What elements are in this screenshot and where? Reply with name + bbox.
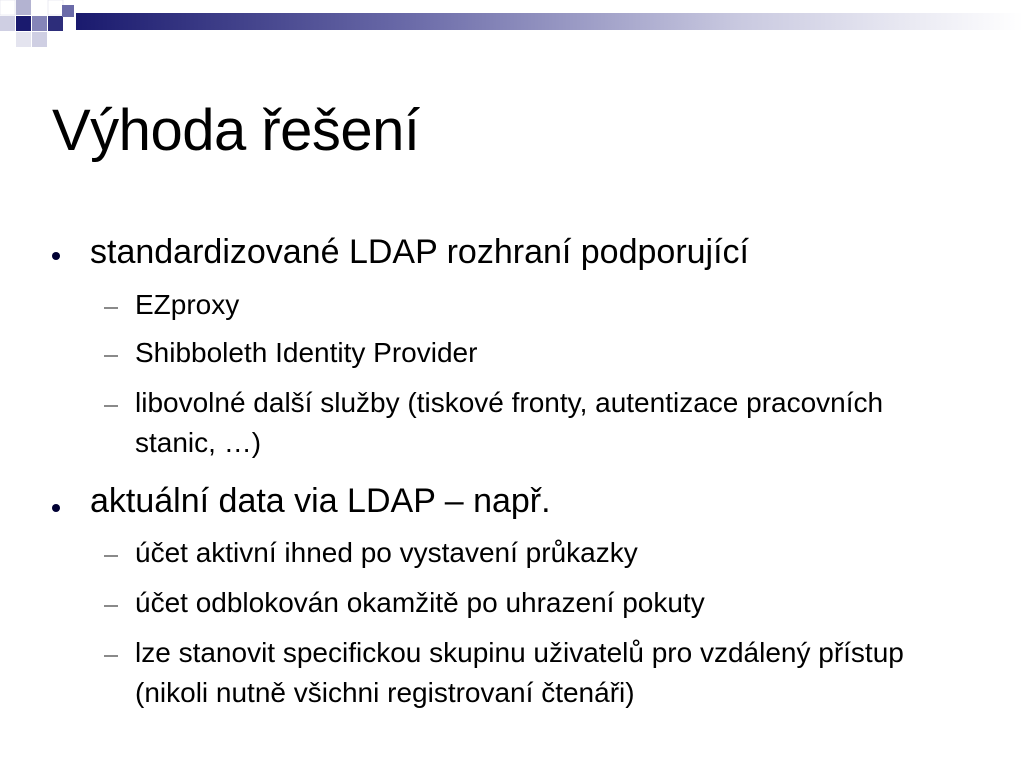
sub-bullet-dash xyxy=(104,605,118,607)
sub-bullet-item: účet odblokován okamžitě po uhrazení pokuty xyxy=(135,587,705,618)
slide-title: Výhoda řešení xyxy=(52,98,420,163)
bullet-item: standardizované LDAP rozhraní podporující xyxy=(90,233,749,271)
header-square-7 xyxy=(48,0,63,15)
sub-bullet-item: lze stanovit specifickou skupinu uživatelů pro vzdálený přístup (nikoli nutně všichni registrovaní čtenáři) xyxy=(135,637,904,708)
sub-bullet-dash xyxy=(104,655,118,657)
header-square-3 xyxy=(16,16,31,31)
header-square-6 xyxy=(32,32,47,47)
sub-bullet-item: účet aktivní ihned po vystavení průkazky xyxy=(135,537,638,568)
sub-bullet-dash xyxy=(104,307,118,309)
sub-bullet-item: EZproxy xyxy=(135,289,240,320)
header-square-9 xyxy=(48,16,63,31)
header-square-2 xyxy=(16,0,31,15)
bullet-item: aktuální data via LDAP – např. xyxy=(90,482,551,520)
sub-bullet-dash xyxy=(104,405,118,407)
header-decoration xyxy=(0,0,1023,54)
header-square-10 xyxy=(62,5,74,17)
header-square-8 xyxy=(16,32,31,47)
header-square-4 xyxy=(0,16,15,31)
header-square-1 xyxy=(0,0,15,15)
sub-bullet-item: libovolné další služby (tiskové fronty, autentizace pracovních stanic, …) xyxy=(135,387,884,458)
bullet-dot xyxy=(52,504,60,512)
sub-bullet-dash xyxy=(104,555,118,557)
header-gradient-bar xyxy=(76,13,1023,30)
bullet-dot xyxy=(52,252,60,260)
header-square-5 xyxy=(32,16,47,31)
sub-bullet-dash xyxy=(104,355,118,357)
sub-bullet-item: Shibboleth Identity Provider xyxy=(135,337,478,368)
